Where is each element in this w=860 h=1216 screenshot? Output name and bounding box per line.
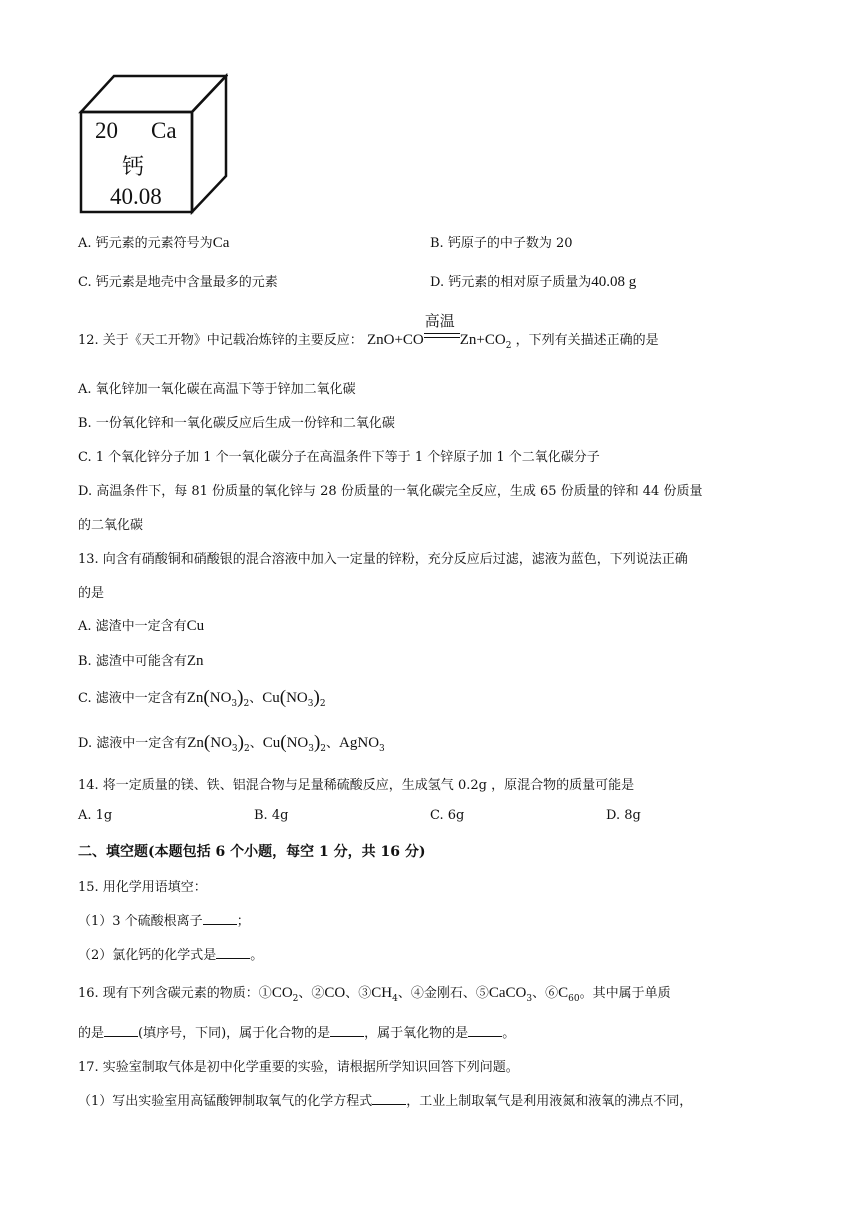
q17-part1: （1）写出实验室用高锰酸钾制取氧气的化学方程式 ，工业上制取氧气是利用液氮和液氧的沸点不同， (78, 1094, 693, 1109)
q15-stem: 15. 用化学用语填空： (78, 880, 207, 895)
element-symbol: Ca (151, 118, 177, 143)
q14-option-c[interactable]: C. 6g (430, 808, 465, 823)
section-heading: 二、填空题(本题包括 6 个小题，每空 1 分，共 16 分) (78, 844, 426, 860)
q12-products: Zn+CO (459, 332, 506, 348)
q12-option-b[interactable]: B. 一份氧化锌和一氧化碳反应后生成一份锌和二氧化碳 (78, 416, 395, 431)
q13-option-c[interactable]: C. 滤液中一定含有$Zn(NO_3)_2$、$Cu(NO_3)_2$ (78, 687, 326, 709)
answer-blank[interactable] (104, 1024, 138, 1037)
q16-stem: 16. 现有下列含碳元素的物质：$①CO_2$、②CO、$③CH_4$、④金刚石、⑤CaCO$_3$、$⑥C_{60}$。其中属于单质 (78, 985, 671, 1004)
q11-option-c[interactable]: C. 钙元素是地壳中含量最多的元素 (78, 275, 278, 290)
q17-stem: 17. 实验室制取气体是初中化学重要的实验，请根据所学知识回答下列问题。 (78, 1060, 519, 1075)
q14-option-d[interactable]: D. 8g (606, 808, 641, 823)
reaction-arrow (424, 312, 460, 344)
q14-option-b[interactable]: B. 4g (254, 808, 289, 823)
answer-blank[interactable] (216, 946, 250, 959)
q12-stem: 12. 关于《天工开物》中记载冶炼锌的主要反应： ZnO+CO 高温 $Zn+CO_2$ ，下列有关描述正确的是 (78, 312, 659, 351)
q12-option-a[interactable]: A. 氧化锌加一氧化碳在高温下等于锌加二氧化碳 (78, 382, 356, 397)
answer-blank[interactable] (203, 912, 237, 925)
answer-blank[interactable] (372, 1092, 406, 1105)
q15-part2: （2）氯化钙的化学式是 。 (78, 948, 264, 963)
q13-option-b[interactable]: B. 滤渣中可能含有Zn (78, 653, 204, 669)
element-card (78, 72, 228, 218)
atomic-number: 20 (95, 118, 118, 143)
q13-stem: 13. 向含有硝酸铜和硝酸银的混合溶液中加入一定量的锌粉，充分反应后过滤，滤液为蓝色，下列说法正确 (78, 552, 688, 567)
reaction-condition: 高温 (424, 312, 455, 330)
answer-blank[interactable] (468, 1024, 502, 1037)
atomic-mass: 40.08 (110, 184, 162, 209)
q14-stem: 14. 将一定质量的镁、铁、铝混合物与足量稀硫酸反应，生成氢气 0.2g ，原混合物的质量可能是 (78, 778, 635, 793)
q12-option-d[interactable]: D. 高温条件下，每 81 份质量的氧化锌与 28 份质量的一氧化碳完全反应，生成 65 份质量的锌和 44 份质量 (78, 484, 703, 499)
q13-stem-continued: 的是 (78, 586, 105, 601)
answer-blank[interactable] (330, 1024, 364, 1037)
q13-option-d[interactable]: D. 滤液中一定含有$Zn(NO_3)_2$、$Cu(NO_3)_2$、AgNO$_3$ (78, 732, 385, 754)
q14-option-a[interactable]: A. 1g (78, 808, 113, 823)
q12-option-d-continued: 的二氧化碳 (78, 518, 144, 533)
q11-option-d[interactable]: D. 钙元素的相对原子质量为40.08 g (430, 274, 637, 290)
q16-stem-continued: 的是 (填序号，下同)，属于化合物的是 ，属于氧化物的是 。 (78, 1026, 516, 1041)
q13-option-a[interactable]: A. 滤渣中一定含有Cu (78, 618, 205, 634)
q12-option-c[interactable]: C. 1 个氧化锌分子加 1 个一氧化碳分子在高温条件下等于 1 个锌原子加 1 个二氧化碳分子 (78, 450, 600, 465)
element-name: 钙 (122, 155, 145, 180)
q11-option-a[interactable]: A. 钙元素的元素符号为Ca (78, 235, 230, 251)
q11-option-b[interactable]: B. 钙原子的中子数为 20 (430, 236, 573, 251)
q12-reactants: ZnO+CO (366, 332, 424, 348)
q15-part1: （1）3 个硫酸根离子 ； (78, 914, 250, 929)
